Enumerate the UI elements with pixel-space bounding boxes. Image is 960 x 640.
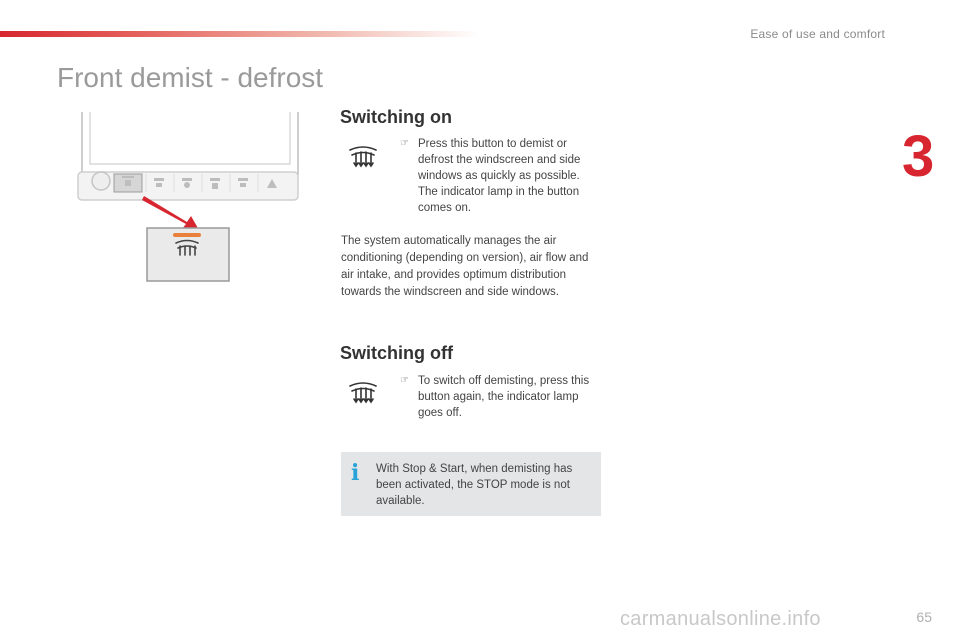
info-icon: i [351, 460, 360, 486]
windscreen-demist-icon [348, 380, 378, 406]
control-panel-illustration [70, 112, 310, 292]
section-label: Ease of use and comfort [750, 27, 885, 41]
switching-on-instruction: ☞ Press this button to demist or defrost the windscreen and side windows as quickly as possible. The indicator lamp in the button comes on. [418, 136, 598, 216]
system-description: The system automatically manages the air conditioning (depending on version), air flow and air intake, and provides optimum distribution towards the windscreen and side windows. [341, 235, 589, 298]
switching-off-instruction: ☞ To switch off demisting, press this button again, the indicator lamp goes off. [418, 373, 598, 421]
windscreen-demist-icon [348, 144, 378, 170]
page-title: Front demist - defrost [57, 62, 324, 93]
switching-off-heading: Switching off [340, 343, 453, 363]
chapter-number: 3 [902, 124, 935, 189]
switching-on-heading: Switching on [340, 107, 452, 127]
info-note [341, 452, 601, 516]
info-note-text: With Stop & Start, when demisting has been activated, the STOP mode is not available. [376, 463, 573, 507]
page-number: 65 [916, 609, 932, 625]
watermark: carmanualsonline.info [620, 608, 821, 630]
header-accent-bar [0, 31, 480, 37]
